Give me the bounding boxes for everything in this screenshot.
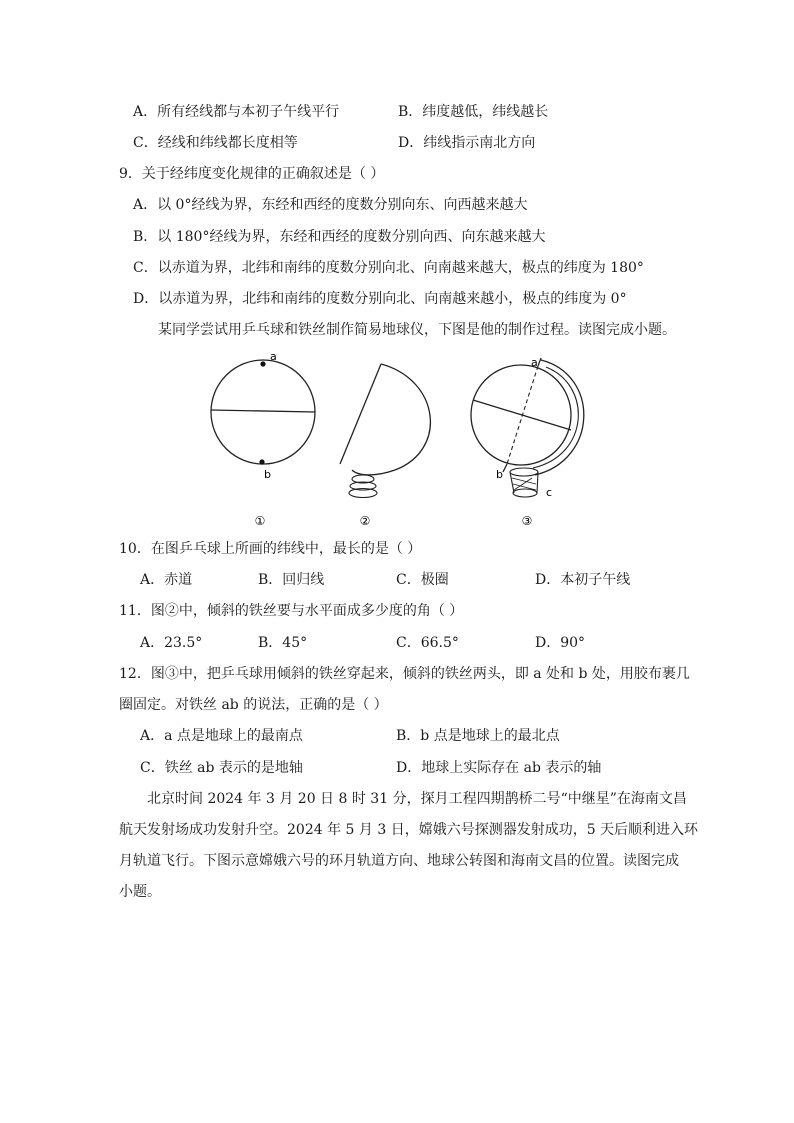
q11-stem: 11．图②中，倾斜的铁丝要与水平面成多少度的角（ ）	[119, 603, 464, 619]
tilted-wire	[340, 364, 381, 464]
point-b-dot	[259, 459, 264, 464]
figure-3	[471, 356, 584, 499]
q9-stem: 9．关于经纬度变化规律的正确叙述是（ ）	[119, 166, 385, 182]
q8-option-b: B．纬度越低，纬线越长	[398, 104, 549, 120]
change6-intro-line3: 月轨道飞行。下图示意嫦娥六号的环月轨道方向、地球公转图和海南文昌的位置。读图完成	[119, 853, 679, 869]
q12-stem-line1: 12．图③中，把乒乓球用倾斜的铁丝穿起来，倾斜的铁丝两头，即 a 处和 b 处，用胶布裹几	[119, 666, 690, 682]
caption-fig1: ①	[254, 514, 266, 528]
stand-base	[513, 489, 537, 497]
q10-option-c: C．极圈	[396, 572, 449, 588]
q8-option-c: C．经线和纬线都长度相等	[133, 135, 298, 151]
q12-option-d: D．地球上实际存在 ab 表示的轴	[396, 760, 602, 776]
label-b-fig3: b	[496, 468, 503, 481]
label-c-fig3: c	[546, 486, 553, 499]
axis-wire-bottom	[503, 464, 507, 472]
label-a-fig1: a	[270, 350, 277, 363]
q12-stem-line2: 圈固定。对铁丝 ab 的说法，正确的是（ ）	[119, 697, 388, 713]
q9-option-a: A．以 0°经线为界，东经和西经的度数分别向东、向西越来越大	[133, 197, 528, 213]
globe-intro: 某同学尝试用乒乓球和铁丝制作简易地球仪，下图是他的制作过程。读图完成小题。	[158, 322, 676, 338]
change6-intro-line4: 小题。	[119, 884, 161, 900]
q8-option-d: D．纬线指示南北方向	[398, 135, 536, 151]
q10-stem: 10．在图乒乓球上所画的纬线中，最长的是（ ）	[119, 541, 422, 557]
q9-option-c: C．以赤道为界，北纬和南纬的度数分别向北、向南越来越大，极点的纬度为 180°	[133, 260, 644, 276]
q11-option-a: A．23.5°	[140, 635, 203, 651]
meridian-arc-outer	[535, 360, 584, 475]
q8-option-a: A．所有经线都与本初子午线平行	[133, 104, 340, 120]
caption-fig3: ③	[521, 514, 533, 528]
q11-option-b: B．45°	[258, 635, 308, 651]
q12-option-b: B．b 点是地球上的最北点	[396, 728, 560, 744]
q10-option-b: B．回归线	[258, 572, 325, 588]
q12-option-a: A．a 点是地球上的最南点	[140, 728, 303, 744]
change6-intro-line2: 航天发射场成功发射升空。2024 年 5 月 3 日，嫦娥六号探测器发射成功，5 天后顺利进入环	[119, 822, 699, 838]
axis-wire-top	[538, 358, 541, 366]
figure-2	[340, 364, 430, 498]
axis-wire-inside	[507, 366, 538, 464]
label-b-fig1: b	[264, 468, 271, 481]
caption-fig2: ②	[359, 514, 371, 528]
q9-option-d: D．以赤道为界，北纬和南纬的度数分别向北、向南越来越小，极点的纬度为 0°	[133, 291, 627, 307]
point-a-dot	[260, 361, 265, 366]
stand-coil	[512, 478, 536, 490]
stand-top	[510, 468, 538, 476]
q11-option-d: D．90°	[535, 635, 586, 651]
change6-intro-line1: 北京时间 2024 年 3 月 20 日 8 时 31 分，探月工程四期鹊桥二号“中继星”在海南文昌	[147, 791, 687, 807]
equator-line	[211, 410, 315, 412]
figure-1	[211, 350, 315, 481]
q9-option-b: B．以 180°经线为界，东经和西经的度数分别向西、向东越来越大	[133, 229, 546, 245]
q12-option-c: C．铁丝 ab 表示的是地轴	[140, 760, 303, 776]
wire-arc	[352, 364, 430, 475]
q10-option-d: D．本初子午线	[535, 572, 631, 588]
q10-option-a: A．赤道	[140, 572, 193, 588]
label-a-fig3: a	[531, 356, 538, 369]
q11-option-c: C．66.5°	[396, 635, 459, 651]
